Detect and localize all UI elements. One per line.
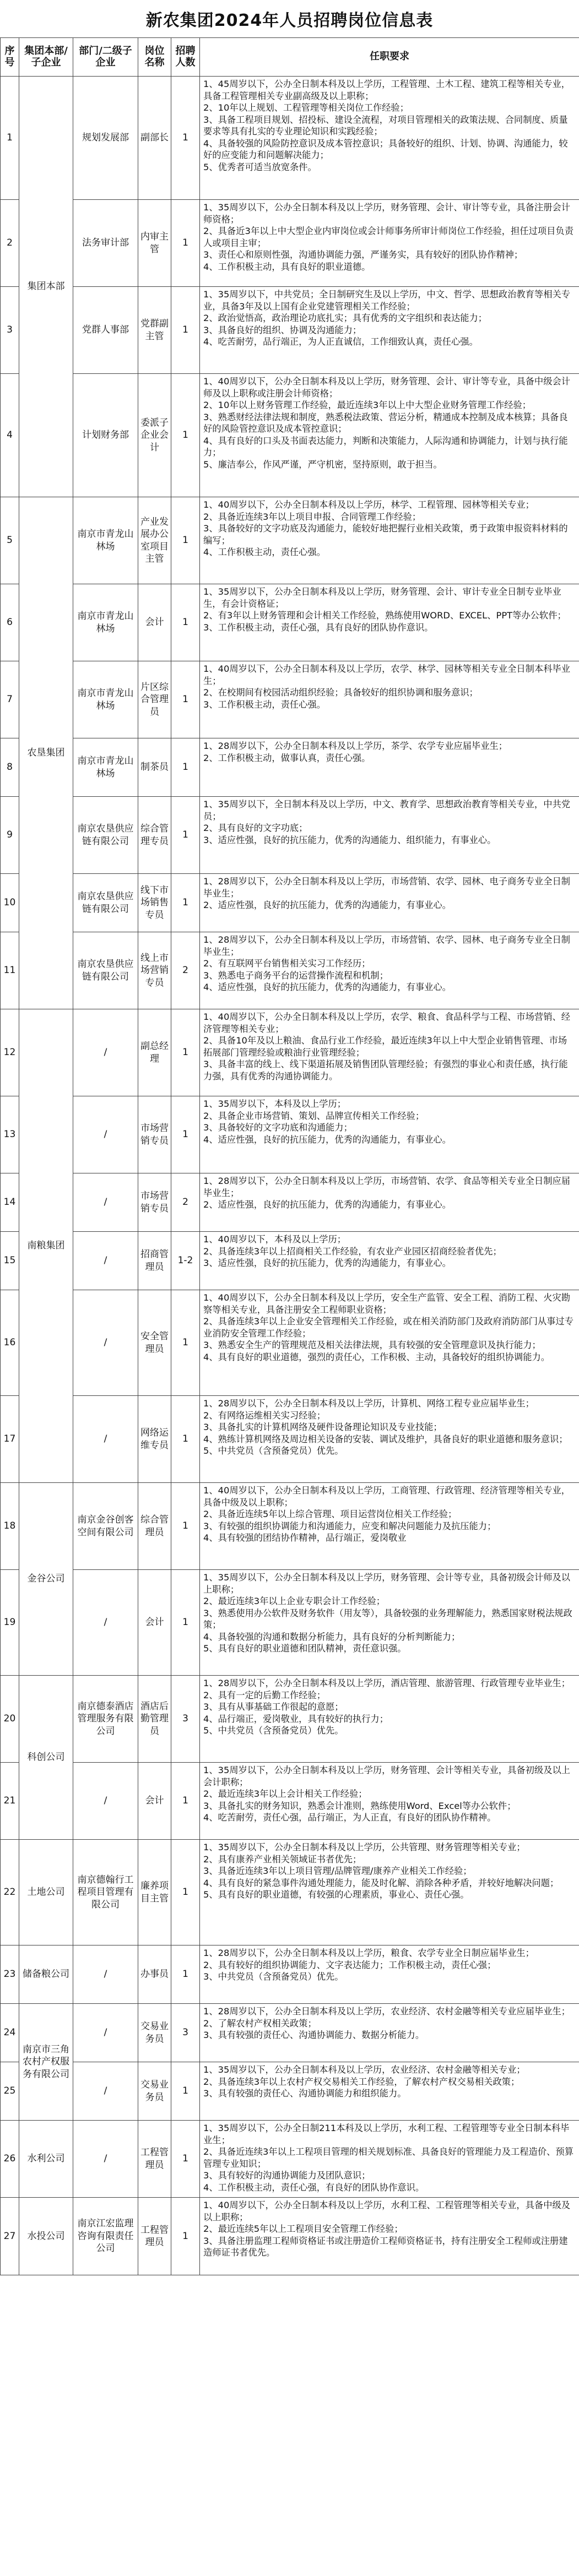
count-cell: 1 [171, 1290, 200, 1396]
requirement-line: 3、具备注册监理工程师资格证书或注册造价工程师资格证书，持有注册安全工程师或注册建造师证书者优先。 [203, 2235, 568, 2258]
requirements-cell [200, 1676, 579, 1763]
count-cell: 1 [171, 1009, 200, 1096]
requirements-cell [200, 874, 579, 932]
requirement-line: 2、具有较好的组织协调能力、文字表达能力；工作积极主动，责任心强； [203, 1959, 496, 1970]
requirement-line: 1、35周岁以下，全日制本科及以上学历，中文、教育学、思想政治教育等相关专业，中共党员； [203, 799, 571, 822]
count-cell: 1 [171, 738, 200, 797]
requirement-line: 3、具备工程项目规划、招投标、建设全流程，对项目管理相关的政策法规、合同制度、质量要求等具有扎实的专业理论知识和实践经验； [203, 114, 568, 137]
requirement-line: 2、具备10年及以上粮油、食品行业工作经验，最近连续3年以上中大型企业销售管理、市场拓展部门管理经验或粮油行业管理经验； [203, 1035, 567, 1058]
position-cell: 交易业务员 [138, 2062, 171, 2121]
requirements-cell [200, 738, 579, 797]
row-seq: 18 [1, 1483, 19, 1570]
position-cell: 网络运维专员 [138, 1396, 171, 1483]
row-seq: 5 [1, 497, 19, 584]
row-seq: 3 [1, 287, 19, 374]
position-cell: 内审主管 [138, 200, 171, 287]
requirement-line: 2、工作积极主动，做事认真，责任心强。 [203, 752, 371, 763]
requirement-line: 2、最近连续5年以上工程项目安全管理工作经验； [203, 2224, 403, 2234]
table-row [1, 1290, 579, 1396]
requirement-line: 4、品行端正，爱岗敬业，具有较好的执行力； [203, 1713, 388, 1724]
requirement-line: 2、政治觉悟高，政治理论功底扎实；具有优秀的文字组织和表达能力； [203, 313, 488, 323]
position-cell: 廉养项目主管 [138, 1840, 171, 1945]
dept-cell: 南京江宏监理咨询有限责任公司 [73, 2198, 138, 2275]
requirement-line: 2、适应性强，良好的抗压能力，优秀的沟通能力，有事业心。 [203, 1199, 451, 1210]
requirement-line: 2、有3年以上财务管理和会计相关工作经验，熟练使用WORD、EXCEL、PPT等办公软件； [203, 610, 566, 621]
group-cell: 农垦集团 [19, 497, 73, 1009]
dept-cell: 南京市青龙山林场 [73, 661, 138, 738]
table-row [1, 1173, 579, 1232]
requirement-line: 3、熟悉电子商务平台的运营操作流程和机制； [203, 970, 388, 981]
row-seq: 6 [1, 584, 19, 661]
table-row [1, 2062, 579, 2121]
dept-cell: 党群人事部 [73, 287, 138, 374]
requirements-cell [200, 200, 579, 287]
position-cell: 线下市场销售专员 [138, 874, 171, 932]
dept-cell: / [73, 1173, 138, 1232]
dept-cell: 南京市青龙山林场 [73, 584, 138, 661]
dept-cell: 计划财务部 [73, 374, 138, 497]
position-cell: 安全管理员 [138, 1290, 171, 1396]
dept-cell: 南京市青龙山林场 [73, 497, 138, 584]
requirement-line: 1、35周岁以下，中共党员；全日制研究生及以上学历，中文、哲学、思想政治教育等相关专业，具备3年及以上国有企业党建管理相关工作经验； [203, 289, 571, 312]
count-cell: 1 [171, 661, 200, 738]
requirement-line: 2、适应性强，良好的抗压能力，优秀的沟通能力，有事业心。 [203, 900, 451, 910]
requirement-line: 2、具备近连续5年以上综合管理、项目运营岗位相关工作经验； [203, 1509, 457, 1519]
requirement-line: 4、适应性强，良好的抗压能力，优秀的沟通能力，有事业心。 [203, 1134, 451, 1145]
requirement-line: 4、工作积极主动，责任心强，有良好的团队协作意识。 [203, 2182, 425, 2193]
count-cell: 1 [171, 1840, 200, 1945]
row-seq: 22 [1, 1840, 19, 1945]
row-seq: 26 [1, 2121, 19, 2198]
dept-cell: / [73, 1232, 138, 1290]
header-requirements: 任职要求 [200, 38, 579, 77]
requirement-line: 1、35周岁以下，公办全日制本科及以上学历，财务管理、会计等专业，具备初级会计师及以上职称； [203, 1572, 571, 1595]
requirement-line: 2、具有康养产业相关领域证书者优先； [203, 1854, 362, 1865]
count-cell: 1 [171, 1570, 200, 1676]
requirement-line: 3、熟悉安全生产的管理规范及相关法律法规，具有较强的安全管理意识及执行能力； [203, 1340, 541, 1350]
requirement-line: 1、35周岁以下，公办全日制本科及以上学历，财务管理、会计等相关专业，具备初级及以上会计职称； [203, 1765, 571, 1787]
requirement-line: 3、具备较好的文字功底和沟通能力； [203, 1122, 353, 1133]
table-row [1, 874, 579, 932]
requirements-cell [200, 2062, 579, 2121]
position-cell: 综合管理员 [138, 1483, 171, 1570]
count-cell: 1 [171, 374, 200, 497]
position-cell: 工程管理员 [138, 2198, 171, 2275]
group-cell: 储备粮公司 [19, 1945, 73, 2004]
requirement-line: 2、最近连续3年以上会计相关工作经验； [203, 1789, 367, 1799]
requirement-line: 4、工作积极主动，具有良好的职业道德。 [203, 261, 371, 272]
count-cell: 1 [171, 1763, 200, 1840]
requirement-line: 2、具有良好的文字功底； [203, 823, 308, 833]
table-row [1, 2004, 579, 2062]
requirements-cell [200, 374, 579, 497]
table-row [1, 1232, 579, 1290]
table-row [1, 287, 579, 374]
requirement-line: 5、具有良好的职业道德，有较强的心理素质，事业心、责任心强。 [203, 1889, 469, 1900]
requirement-line: 4、适应性强，良好的抗压能力，优秀的沟通能力，有事业心。 [203, 982, 451, 992]
requirement-line: 3、具有从事基础工作很起的意愿； [203, 1702, 344, 1712]
count-cell: 1 [171, 2121, 200, 2198]
requirement-line: 2、具备企业市场营销、策划、品牌宣传相关工作经验； [203, 1110, 425, 1121]
requirement-line: 2、在校期间有校园活动组织经验；具备较好的组织协调和服务意识； [203, 687, 478, 698]
position-cell: 副部长 [138, 77, 171, 200]
dept-cell: 南京农垦供应链有限公司 [73, 932, 138, 1009]
table-row [1, 1483, 579, 1570]
position-cell: 会计 [138, 1763, 171, 1840]
requirement-line: 2、具有一定的后勤工作经验； [203, 1689, 326, 1700]
requirement-line: 2、有网络运维相关实习经验； [203, 1410, 326, 1421]
dept-cell: / [73, 1290, 138, 1396]
page-title: 新农集团2024年人员招聘岗位信息表 [145, 11, 434, 30]
requirement-line: 1、28周岁以下，公办全日制本科及以上学历，市场营销、农学、食品等相关专业全日制应届毕业生； [203, 1176, 571, 1198]
position-cell: 会计 [138, 1570, 171, 1676]
requirement-line: 3、具备扎实的财务知识，熟悉会计准则，熟练使用Word、Excel等办公软件； [203, 1800, 516, 1811]
count-cell: 1 [171, 2198, 200, 2275]
requirements-cell [200, 1840, 579, 1945]
requirement-line: 3、工作积极主动，责任心强。 [203, 699, 326, 710]
requirements-cell [200, 1173, 579, 1232]
requirement-line: 1、28周岁以下，公办全日制本科及以上学历，计算机、网络工程专业应届毕业生； [203, 1398, 534, 1409]
group-cell: 土地公司 [19, 1840, 73, 1945]
requirement-line: 4、具有较强的团结协作精神，品行端正，爱岗敬业 [203, 1532, 407, 1543]
group-cell: 水利公司 [19, 2121, 73, 2198]
requirement-line: 4、熟练计算机网络及周边相关设备的安装、调试及维护，具备良好的职业道德和服务意识； [203, 1433, 568, 1444]
position-cell: 综合管理专员 [138, 797, 171, 874]
position-cell: 招商管理员 [138, 1232, 171, 1290]
count-cell: 1 [171, 2062, 200, 2121]
requirement-line: 2、有互联网平台销售相关实习工作经历； [203, 958, 371, 969]
requirements-cell [200, 932, 579, 1009]
row-seq: 16 [1, 1290, 19, 1396]
table-row [1, 1396, 579, 1483]
dept-cell: / [73, 1009, 138, 1096]
position-cell: 办事员 [138, 1945, 171, 2004]
table-row [1, 77, 579, 200]
group-cell: 金谷公司 [19, 1483, 73, 1676]
dept-cell: 南京农垦供应链有限公司 [73, 797, 138, 874]
requirement-line: 1、28周岁以下，公办全日制本科及以上学历，粮食、农学专业全日制应届毕业生； [203, 1948, 534, 1958]
table-row [1, 497, 579, 584]
row-seq: 9 [1, 797, 19, 874]
count-cell: 1 [171, 1945, 200, 2004]
requirement-line: 1、28周岁以下，公办全日制本科及以上学历，酒店管理、旅游管理、行政管理专业毕业生； [203, 1678, 571, 1688]
requirement-line: 3、具备较好的文字功底及沟通能力，能较好地把握行业相关政策，勇于政策申报资料材料的编写； [203, 523, 568, 546]
requirement-line: 2、具备近连续3年以上工程项目管理的相关规划标准、具备良好的管理能力及工程造价、预算管理专业知识； [203, 2146, 573, 2169]
table-row [1, 1009, 579, 1096]
requirement-line: 4、具有良好的职业道德，强烈的责任心，工作积极、主动，具备较好的组织协调能力。 [203, 1351, 550, 1362]
row-seq: 10 [1, 874, 19, 932]
position-cell: 工程管理员 [138, 2121, 171, 2198]
requirement-line: 1、40周岁以下，本科及以上学历； [203, 1234, 347, 1244]
recruitment-table [0, 37, 579, 2275]
requirement-line: 3、熟悉财经法律法规和制度，熟悉税法政策、营运分析，精通成本控制及成本核算；具备良好的风险管控意识及成本管控意识； [203, 411, 568, 434]
count-cell: 2 [171, 932, 200, 1009]
requirements-cell [200, 1570, 579, 1676]
position-cell: 线上市场营销专员 [138, 932, 171, 1009]
row-seq: 25 [1, 2062, 19, 2121]
requirements-cell [200, 497, 579, 584]
requirement-line: 4、具备较强的风险防控意识及成本管控意识；具备较好的组织、计划、协调、沟通能力，较好的应变能力和问题解决能力； [203, 138, 568, 160]
table-row [1, 661, 579, 738]
count-cell: 1 [171, 1096, 200, 1173]
dept-cell: / [73, 1570, 138, 1676]
header-group: 集团本部/子企业 [19, 38, 73, 77]
count-cell: 1 [171, 1483, 200, 1570]
row-seq: 12 [1, 1009, 19, 1096]
requirement-line: 4、工作积极主动，责任心强。 [203, 547, 326, 557]
requirement-line: 2、具备近连续3年以上项目申报、合同管理工作经验； [203, 511, 421, 522]
requirements-cell [200, 2198, 579, 2275]
dept-cell: 规划发展部 [73, 77, 138, 200]
dept-cell: 南京德泰酒店管理服务有限公司 [73, 1676, 138, 1763]
row-seq: 14 [1, 1173, 19, 1232]
table-row [1, 1096, 579, 1173]
requirement-line: 3、责任心和原则性强，沟通协调能力强，严谨务实，具有较好的团队协作精神； [203, 249, 523, 260]
requirement-line: 2、具备近3年以上中大型企业内审岗位或会计师事务所审计师岗位工作经验，担任过项目负责人或项目主审； [203, 226, 573, 248]
header-row [1, 38, 579, 77]
count-cell: 2 [171, 1173, 200, 1232]
header-count: 招聘人数 [171, 38, 200, 77]
requirement-line: 5、中共党员（含预备党员）优先。 [203, 1445, 344, 1456]
position-cell: 市场营销专员 [138, 1096, 171, 1173]
requirements-cell [200, 2004, 579, 2062]
dept-cell: 南京金谷创客空间有限公司 [73, 1483, 138, 1570]
dept-cell: 南京市青龙山林场 [73, 738, 138, 797]
count-cell: 1-2 [171, 1232, 200, 1290]
table-body [1, 77, 579, 2275]
requirement-line: 5、廉洁奉公，作风严谨，严守机密，坚持原则，敢于担当。 [203, 459, 442, 470]
table-row [1, 932, 579, 1009]
requirements-cell [200, 1483, 579, 1570]
requirement-line: 1、35周岁以下，公办全日制本科及以上学历，农业经济、农村金融等相关专业； [203, 2064, 526, 2075]
requirement-line: 3、具备扎实的计算机网络及硬件设备理论知识及专业技能； [203, 1422, 442, 1432]
count-cell: 3 [171, 1676, 200, 1763]
requirement-line: 4、具有良好的口头及书面表达能力，判断和决策能力，人际沟通和协调能力，计划与执行能力； [203, 435, 568, 458]
requirements-cell [200, 1763, 579, 1840]
row-seq: 17 [1, 1396, 19, 1483]
requirement-line: 2、10年以上财务管理工作经验，最近连续3年以上中大型企业财务管理工作经验； [203, 400, 532, 410]
row-seq: 15 [1, 1232, 19, 1290]
requirements-cell [200, 1009, 579, 1096]
requirement-line: 2、10年以上规划、工程管理等相关岗位工作经验； [203, 102, 409, 113]
requirement-line: 4、吃苦耐劳，责任心强，品行端正，为人正直，有良好的团队协作精神。 [203, 1812, 496, 1823]
requirement-line: 3、熟悉使用办公软件及财务软件（用友等），具备较强的业务理解能力，熟悉国家财税法规政策； [203, 1607, 572, 1630]
requirement-line: 5、具有良好的职业道德和团队精神，责任意识强。 [203, 1643, 407, 1654]
dept-cell: / [73, 1096, 138, 1173]
requirement-line: 1、35周岁以下，公办全日制本科及以上学历，财务管理、会计、审计等专业，具备注册会计师资格； [203, 202, 571, 225]
table-row [1, 374, 579, 497]
requirement-line: 1、40周岁以下，公办全日制本科及以上学历，农学、粮食、食品科学与工程、市场营销、经济管理等相关专业； [203, 1012, 571, 1034]
requirement-line: 1、35周岁以下，本科及以上学历； [203, 1099, 347, 1109]
requirement-line: 3、适应性强，良好的抗压能力，优秀的沟通能力、组织能力，有事业心。 [203, 834, 496, 845]
requirements-cell [200, 797, 579, 874]
position-cell: 酒店后勤管理员 [138, 1676, 171, 1763]
table-row [1, 1570, 579, 1676]
dept-cell: 南京德翰行工程项目管理有限公司 [73, 1840, 138, 1945]
requirement-line: 1、35周岁以下，公办全日制本科及以上学历，公共管理、财务管理等相关专业； [203, 1842, 526, 1852]
count-cell: 1 [171, 1396, 200, 1483]
dept-cell: 法务审计部 [73, 200, 138, 287]
requirement-line: 3、具备丰富的线上、线下渠道拓展及销售团队管理经验；有强烈的事业心和责任感，执行能力强，具有优秀的沟通协调能力。 [203, 1059, 568, 1082]
row-seq: 7 [1, 661, 19, 738]
dept-cell: / [73, 2004, 138, 2062]
group-cell: 集团本部 [19, 77, 73, 497]
requirement-line: 1、40周岁以下，公办全日制本科及以上学历，农学、林学、园林等相关专业全日制本科毕业生； [203, 664, 571, 686]
requirements-cell [200, 1096, 579, 1173]
requirement-line: 2、具备连续3年以上招商相关工作经验，有农业产业园区招商经验者优先； [203, 1246, 502, 1257]
position-cell: 片区综合管理员 [138, 661, 171, 738]
position-cell: 市场营销专员 [138, 1173, 171, 1232]
dept-cell: 南京农垦供应链有限公司 [73, 874, 138, 932]
position-cell: 会计 [138, 584, 171, 661]
requirements-cell [200, 1396, 579, 1483]
count-cell: 1 [171, 797, 200, 874]
row-seq: 1 [1, 77, 19, 200]
count-cell: 1 [171, 497, 200, 584]
requirement-line: 3、具备近连续3年以上项目管理/品牌管理/康养产业相关工作经验； [203, 1866, 472, 1876]
dept-cell: / [73, 1945, 138, 2004]
position-cell: 党群副主管 [138, 287, 171, 374]
requirement-line: 2、具备连续3年以上农村产权交易相关工作经验，了解农村产权交易相关政策； [203, 2076, 520, 2087]
requirement-line: 1、28周岁以下，公办全日制本科及以上学历，市场营销、农学、园林、电子商务专业全日制毕业生； [203, 876, 571, 899]
header-seq: 序号 [1, 38, 19, 77]
requirements-cell [200, 287, 579, 374]
group-cell: 南粮集团 [19, 1009, 73, 1483]
requirement-line: 1、40周岁以下，公办全日制本科及以上学历，林学、工程管理、园林等相关专业； [203, 499, 534, 510]
requirement-line: 5、中共党员（含预备党员）优先。 [203, 1725, 344, 1736]
requirement-line: 3、有较强的组织协调能力和沟通能力，应变和解决问题能力及抗压能力； [203, 1520, 496, 1531]
row-seq: 24 [1, 2004, 19, 2062]
table-row [1, 1763, 579, 1840]
requirement-line: 2、了解农村产权相关政策； [203, 2018, 317, 2029]
requirement-line: 3、具有较强的责任心、沟通协调能力、数据分析能力。 [203, 2030, 425, 2040]
position-cell: 产业发展办公室项目主管 [138, 497, 171, 584]
row-seq: 21 [1, 1763, 19, 1840]
dept-cell: / [73, 2121, 138, 2198]
requirement-line: 1、40周岁以下，公办全日制本科及以上学历，安全生产监管、安全工程、消防工程、火灾勘察等相关专业，具备注册安全工程师职业资格； [203, 1292, 571, 1315]
row-seq: 4 [1, 374, 19, 497]
row-seq: 23 [1, 1945, 19, 2004]
requirement-line: 1、35周岁以下，公办全日制211本科及以上学历，水利工程、工程管理等专业全日制本科毕业生； [203, 2123, 570, 2145]
table-row [1, 2198, 579, 2275]
requirement-line: 1、40周岁以下，公办全日制本科及以上学历，水利工程、工程管理等相关专业，具备中级及以上职称； [203, 2200, 571, 2222]
group-cell: 南京市三角农村产权服务有限公司 [19, 2004, 73, 2121]
requirement-line: 2、最近连续3年以上企业专职会计工作经验； [203, 1596, 386, 1606]
table-row [1, 738, 579, 797]
requirements-cell [200, 661, 579, 738]
count-cell: 1 [171, 287, 200, 374]
row-seq: 19 [1, 1570, 19, 1676]
group-cell: 水投公司 [19, 2198, 73, 2275]
count-cell: 1 [171, 584, 200, 661]
requirement-line: 4、吃苦耐劳，品行端正，为人正直诚信，工作细致认真，责任心强。 [203, 336, 478, 347]
position-cell: 制茶员 [138, 738, 171, 797]
requirement-line: 4、具有良好的紧急事件沟通处理能力，能及时化解、消除各种矛盾，并较好地解决问题； [203, 1877, 559, 1888]
row-seq: 20 [1, 1676, 19, 1763]
position-cell: 副总经理 [138, 1009, 171, 1096]
requirement-line: 5、优秀者可适当放宽条件。 [203, 161, 317, 172]
requirement-line: 1、28周岁以下，公办全日制本科及以上学历，茶学、农学专业应届毕业生； [203, 741, 508, 751]
table-row [1, 797, 579, 874]
table-row [1, 200, 579, 287]
table-row [1, 2121, 579, 2198]
requirement-line: 3、中共党员（含预备党员）优先。 [203, 1971, 344, 1982]
row-seq: 8 [1, 738, 19, 797]
requirement-line: 4、具备较强的沟通和数据分析能力，具有良好的分析判断能力； [203, 1631, 461, 1642]
table-row [1, 1840, 579, 1945]
requirement-line: 3、适应性强，良好的抗压能力，优秀的沟通能力，有事业心。 [203, 1258, 451, 1268]
requirements-cell [200, 1232, 579, 1290]
requirement-line: 1、35周岁以下，公办全日制本科及以上学历，财务管理、会计、审计专业全日制专业毕业生，有会计资格证； [203, 586, 561, 609]
requirements-cell [200, 77, 579, 200]
requirement-line: 1、40周岁以下，公办全日制本科及以上学历，财务管理、会计、审计等专业，具备中级会计师及以上职称或注册会计师资格； [203, 376, 571, 399]
count-cell: 1 [171, 874, 200, 932]
count-cell: 3 [171, 2004, 200, 2062]
requirements-cell [200, 1945, 579, 2004]
requirement-line: 3、具备良好的组织、协调及沟通能力； [203, 324, 362, 335]
row-seq: 2 [1, 200, 19, 287]
group-cell: 科创公司 [19, 1676, 73, 1840]
requirements-cell [200, 1290, 579, 1396]
dept-cell: / [73, 1763, 138, 1840]
requirement-line: 1、45周岁以下，公办全日制本科及以上学历，工程管理、土木工程、建筑工程等相关专业，具备工程管理相关专业副高级及以上职称； [203, 79, 571, 101]
header-position: 岗位名称 [138, 38, 171, 77]
table-row [1, 584, 579, 661]
table-row [1, 1676, 579, 1763]
requirements-cell [200, 2121, 579, 2198]
requirement-line: 3、工作积极主动，责任心强，具有良好的团队协作意识。 [203, 622, 434, 633]
count-cell: 1 [171, 200, 200, 287]
table-row [1, 1945, 579, 2004]
requirement-line: 3、具有较好的沟通协调能力及团队意识； [203, 2170, 371, 2181]
dept-cell: / [73, 2062, 138, 2121]
requirement-line: 1、28周岁以下，公办全日制本科及以上学历，市场营销、农学、园林、电子商务专业全日制毕业生； [203, 934, 571, 957]
header-dept: 部门/二级子企业 [73, 38, 138, 77]
row-seq: 13 [1, 1096, 19, 1173]
requirements-cell [200, 584, 579, 661]
row-seq: 11 [1, 932, 19, 1009]
requirement-line: 3、具有较强的责任心、沟通协调能力和组织能力。 [203, 2088, 407, 2099]
count-cell: 1 [171, 77, 200, 200]
row-seq: 27 [1, 2198, 19, 2275]
dept-cell: / [73, 1396, 138, 1483]
requirement-line: 2、具备连续3年以上企业安全管理相关工作经验，或在相关消防部门及政府消防部门从事过专业消防安全管理工作经验； [203, 1316, 573, 1339]
position-cell: 委派子企业会计 [138, 374, 171, 497]
requirement-line: 1、40周岁以下，公办全日制本科及以上学历，工商管理、行政管理、经济管理等相关专业，具备中级及以上职称； [203, 1485, 571, 1508]
position-cell: 交易业务员 [138, 2004, 171, 2062]
requirement-line: 1、28周岁以下，公办全日制本科及以上学历，农业经济、农村金融等相关专业应届毕业生； [203, 2006, 571, 2017]
